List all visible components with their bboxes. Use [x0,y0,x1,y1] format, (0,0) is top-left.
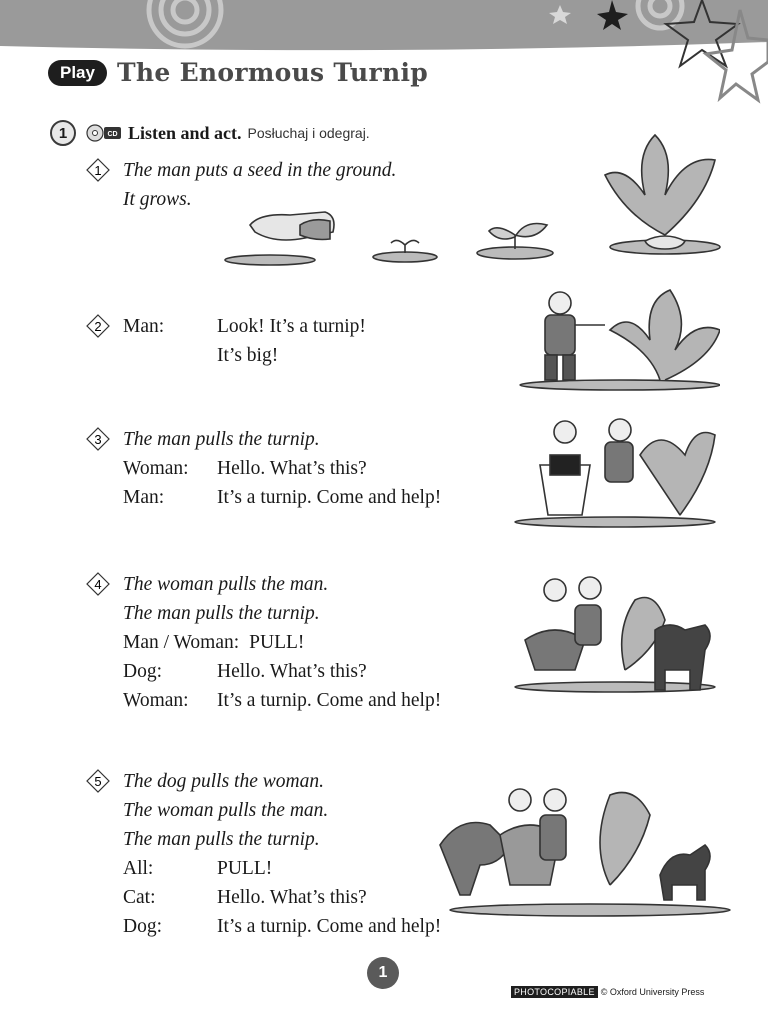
photocopiable-tag: PHOTOCOPIABLE [511,986,598,998]
scene-number-badge [86,572,110,596]
svg-text:4: 4 [94,577,102,592]
title-row [48,58,428,87]
star-outline-icon [640,0,768,110]
speaker: All: [123,858,154,879]
dialogue-line [123,483,441,512]
page-title: The Enormous Turnip [116,58,429,87]
seed-growth-illustration [220,125,740,270]
dialogue-text: It’s a turnip. Come and help! [217,690,442,711]
dialogue-text: Look! It’s a turnip! [217,316,366,337]
narration-line: The man pulls the turnip. [123,603,320,624]
dialogue-line [123,912,441,941]
narration-line: The woman pulls the man. [123,574,329,595]
narration-line: The dog pulls the woman. [123,771,324,792]
narration-line: The woman pulls the man. [123,800,329,821]
dialogue-text: PULL! [217,858,273,879]
speaker: Woman: [123,458,189,479]
woman-man-pull-illustration [505,560,725,695]
dialogue-text: Hello. What’s this? [217,887,367,908]
dialogue-text: It’s a turnip. Come and help! [217,916,442,937]
narration-line: The man puts a seed in the ground. [123,160,397,181]
dialogue-line [123,657,367,686]
page-number: 1 [367,957,399,989]
speaker: Dog: [123,916,162,937]
speaker: Man / Woman: [123,632,240,653]
speaker: Woman: [123,690,189,711]
dialogue-text: Hello. What’s this? [217,661,367,682]
narration-line: The man pulls the turnip. [123,429,320,450]
speaker: Cat: [123,887,156,908]
svg-text:5: 5 [94,774,102,789]
copyright-text: © Oxford University Press [600,987,705,997]
instruction-polish: Posłuchaj i odegraj. [247,125,370,141]
dialogue-text: It’s big! [217,345,279,366]
dialogue-text: PULL! [249,632,305,653]
footer-credit [511,986,704,998]
speaker: Man: [123,487,165,508]
dialogue-line [123,883,367,912]
svg-text:1: 1 [94,163,102,178]
play-badge: Play [48,60,107,86]
dialogue-text: It’s a turnip. Come and help! [217,487,442,508]
dialogue-line [123,686,441,715]
instruction-english: Listen and act. [128,122,242,143]
dialogue-line [123,454,367,483]
dialogue-line [123,312,366,341]
svg-text:3: 3 [94,432,102,447]
svg-text:2: 2 [94,319,102,334]
man-pulls-turnip-illustration [510,410,720,530]
cd-audio-icon [86,124,122,142]
scene-number-badge [86,314,110,338]
narration-line: It grows. [123,189,192,210]
scene-number-badge [86,158,110,182]
speaker: Man: [123,316,165,337]
cd-label: CD [107,131,118,138]
dialogue-line [123,341,278,370]
dialogue-line [123,854,272,883]
man-turnip-illustration [510,285,720,395]
dog-woman-man-pull-illustration [430,765,735,920]
speaker: Dog: [123,661,162,682]
scene-number-badge [86,769,110,793]
dialogue-line [123,628,304,657]
dialogue-text: Hello. What’s this? [217,458,367,479]
narration-line: The man pulls the turnip. [123,829,320,850]
exercise-number: 1 [50,120,76,146]
scene-number-badge [86,427,110,451]
